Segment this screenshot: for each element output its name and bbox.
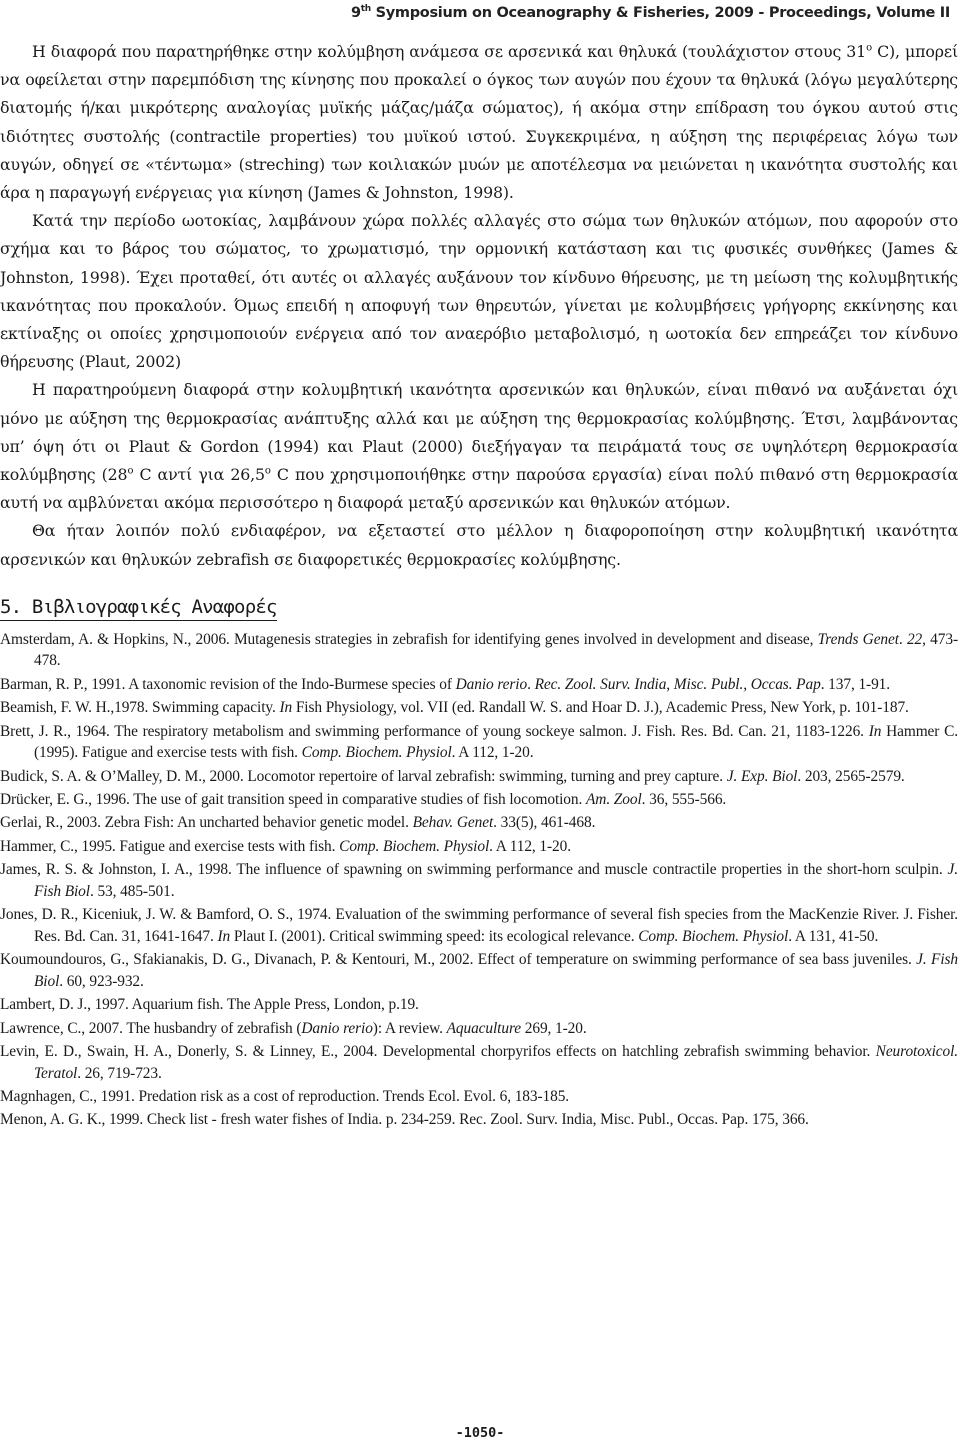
reference-list <box>0 629 958 1131</box>
reference-item <box>0 949 958 992</box>
paragraph-3-part-c: C που χρησιμοποιήθηκε στην παρούσα εργασία) είναι πολύ πιθανό στη θερμοκρασία αυτή να αμβλύνεται ακόμα περισσότερο η διαφορά μεταξύ αρσενικών και θηλυκών ατόμων. <box>0 465 958 513</box>
reference-text: Amsterdam, A. & Hopkins, N., 2006. Mutagenesis strategies in zebrafish for identifying genes involved in development and disease, <box>0 630 818 648</box>
reference-item <box>0 1109 958 1131</box>
reference-italic: Aquaculture <box>446 1019 521 1037</box>
reference-italic: In <box>217 927 231 945</box>
paragraph-3-part-a: Η παρατηρούμενη διαφορά στην κολυμβητική ικανότητα αρσενικών και θηλυκών, είναι πιθανό να αυξάνεται όχι μόνο με αύξηση της θερμοκρασίας ανάπτυξης αλλά και με αύξηση της θερμοκρασίας κολύμβησης. Έτσι, λαμβάνοντας υπ’ όψη ότι οι Plaut & Gordon (1994) και Plaut (2000) διεξήγαγαν τα πειράματά τους σε υψηλότερη θερμοκρασία κολύμβησης (28 <box>0 380 958 485</box>
reference-text: Plaut I. (2001). Critical swimming speed: its ecological relevance. <box>230 927 639 945</box>
reference-italic: Comp. Biochem. Physiol <box>339 837 490 855</box>
reference-text: Magnhagen, C., 1991. Predation risk as a cost of reproduction. Trends Ecol. Evol. 6, 183-185. <box>0 1087 570 1105</box>
paragraph-3-part-b: C αντί για 26,5 <box>133 465 265 485</box>
reference-italic: Danio rerio <box>455 675 528 693</box>
degree-sup: ο <box>264 465 271 477</box>
reference-text: ): A review. <box>372 1019 447 1037</box>
reference-italic: Behav. Genet <box>412 814 494 832</box>
reference-text: . 137, 1-91. <box>820 675 891 693</box>
reference-text: Lambert, D. J., 1997. Aquarium fish. The Apple Press, London, p.19. <box>0 996 419 1014</box>
reference-item <box>0 674 958 696</box>
reference-text: . 203, 2565-2579. <box>797 767 905 785</box>
reference-text: . A 112, 1-20. <box>451 744 534 762</box>
reference-text: . A 112, 1-20. <box>489 837 571 855</box>
paragraph-2: Κατά την περίοδο ωοτοκίας, λαμβάνουν χώρα πολλές αλλαγές στο σώμα των θηλυκών ατόμων, που αφορούν στο σχήμα και το βάρος του σώματος, το χρωματισμό, την ορμονική κατάσταση και τις φυσικές συνθήκες (James & Johnston, 1998). Έχει προταθεί, ότι αυτές οι αλλαγές αυξάνουν τον κίνδυνο θήρευσης, με τη μείωση της κολυμβητικής ικανότητας που προκαλούν. Όμως επειδή η αποφυγή των θηρευτών, γίνεται με κολυμβήσεις γρήγορης εκκίνησης και εκτίναξης οι οποίες χρησιμοποιούν ενέργεια από τον αναερόβιο μεταβολισμό, η ωοτοκία δεν επηρεάζει τον κίνδυνο θήρευσης (Plaut, 2002) <box>0 211 958 372</box>
reference-italic: J. Fish Biol <box>34 861 958 900</box>
reference-item <box>0 1086 958 1108</box>
reference-italic: Am. Zool <box>586 791 642 808</box>
reference-item <box>0 994 958 1016</box>
reference-text: , 473-478. <box>34 630 958 670</box>
reference-item <box>0 1041 958 1084</box>
reference-text: Menon, A. G. K., 1999. Check list - fresh water fishes of India. p. 234-259. Rec. Zool. Surv. India, Misc. Publ., Occas. Pap. 175, 366. <box>0 1111 809 1129</box>
reference-text: 269, 1-20. <box>521 1019 587 1037</box>
reference-item <box>0 629 958 672</box>
reference-italic: In <box>868 722 882 740</box>
reference-text: . 53, 485-501. <box>89 882 175 900</box>
paragraph-4: Θα ήταν λοιπόν πολύ ενδιαφέρον, να εξεταστεί στο μέλλον η διαφοροποίηση στην κολυμβητική ικανότητα αρσενικών και θηλυκών zebrafish σε διαφορετικές θερμοκρασίες κολύμβησης. <box>0 521 958 569</box>
paragraph-1-part-a: Η διαφορά που παρατηρήθηκε στην κολύμβηση ανάμεσα σε αρσενικά και θηλυκά (τουλάχιστον στους 31 <box>32 42 867 61</box>
reference-item <box>0 812 958 834</box>
running-header <box>351 4 950 21</box>
reference-italic: Neurotoxicol. Teratol <box>34 1042 958 1082</box>
degree-sup: ο <box>866 42 872 54</box>
reference-text: Gerlai, R., 2003. Zebra Fish: An uncharted behavior genetic model. <box>0 814 413 832</box>
reference-italic: Rec. Zool. Surv. India, Misc. Publ., Occas. Pap <box>534 675 821 693</box>
reference-text: Barman, R. P., 1991. A taxonomic revision of the Indo-Burmese species of <box>0 675 456 693</box>
reference-italic: J. Exp. Biol <box>726 767 798 785</box>
reference-text: . 60, 923-932. <box>59 972 144 990</box>
reference-item <box>0 766 958 788</box>
running-header-post: Symposium on Oceanography & Fisheries, 2009 - Proceedings, Volume II <box>370 4 950 21</box>
page-content <box>0 38 958 1133</box>
reference-italic: In <box>279 699 293 717</box>
reference-italic: Comp. Biochem. Physiol <box>301 744 452 762</box>
paragraph-1-part-b: C), μπορεί να οφείλεται στην παρεμπόδιση της κίνησης που προκαλεί ο όγκος των αυγών που έχουν τα θηλυκά (λόγω μεγαλύτερης διατομής ή/και μικρότερης αναλογίας μυϊκής μάζας/μάζα σώματος), ή ακόμα στην επίδραση του όγκου αυτού στις ιδιότητες συστολής (contractile properties) του μυϊκού ιστού. Συγκεκριμένα, η αύξηση της περιφέρειας λόγω των αυγών, οδηγεί σε «τέντωμα» (streching) των κοιλιακών μυών με αποτέλεσμα να μειώνεται η ικανότητα συστολής και άρα η παραγωγή ενέργειας για κίνηση (James & Johnston, 1998). <box>0 42 958 203</box>
page-number: -1050- <box>455 1425 505 1441</box>
running-header-pre: 9 <box>350 4 361 21</box>
running-header-sup: th <box>360 4 371 14</box>
reference-text: Beamish, F. W. H.,1978. Swimming capacity. <box>0 699 280 717</box>
reference-text: Levin, E. D., Swain, H. A., Donerly, S. & Linney, E., 2004. Developmental chorpyrifos effects on hatchling zebrafish swimming behavior. <box>0 1042 876 1060</box>
reference-text: Brett, J. R., 1964. The respiratory metabolism and swimming performance of young sockeye salmon. J. Fish. Res. Bd. Can. 21, 1183-1226. <box>0 722 869 740</box>
reference-item <box>0 697 958 719</box>
reference-text: James, R. S. & Johnston, I. A., 1998. The influence of spawning on swimming performance and muscle contractile properties in the short-horn sculpin. <box>0 861 948 879</box>
paragraph-3 <box>0 376 958 517</box>
reference-item <box>0 789 958 811</box>
reference-text: Hammer, C., 1995. Fatigue and exercise tests with fish. <box>0 837 340 855</box>
reference-item <box>0 904 958 947</box>
reference-text: Koumoundouros, G., Sfakianakis, D. G., Divanach, P. & Kentouri, M., 2002. Effect of temperature on swimming performance of sea bass juveniles. <box>0 951 917 969</box>
reference-text: . <box>898 630 907 648</box>
reference-text: . 26, 719-723. <box>77 1064 162 1082</box>
reference-text: Drücker, E. G., 1996. The use of gait transition speed in comparative studies of fish locomotion. <box>0 791 586 808</box>
section-heading: 5. Βιβλιογραφικές Αναφορές <box>0 596 277 621</box>
reference-text: . <box>527 675 535 693</box>
reference-item <box>0 836 958 858</box>
reference-item <box>0 1018 958 1040</box>
reference-text: Fish Physiology, vol. VII (ed. Randall W. S. and Hoar D. J.), Academic Press, New York, p. 101-187. <box>292 699 909 717</box>
reference-text: . 36, 555-566. <box>641 791 727 808</box>
reference-text: . A 131, 41-50. <box>788 927 879 945</box>
reference-item <box>0 859 958 902</box>
reference-text: Hammer C. (1995). Fatigue and exercise tests with fish. <box>34 722 958 762</box>
reference-text: Budick, S. A. & O’Malley, D. M., 2000. Locomotor repertoire of larval zebrafish: swimming, turning and prey capture. <box>0 767 727 785</box>
reference-text: Jones, D. R., Kiceniuk, J. W. & Bamford, O. S., 1974. Evaluation of the swimming performance of several fish species from the MacKenzie River. J. Fisher. Res. Bd. Can. 31, 1641-1647. <box>0 906 958 945</box>
reference-italic: Trends Genet <box>817 630 899 648</box>
reference-text: Lawrence, C., 2007. The husbandry of zebrafish ( <box>0 1019 302 1037</box>
degree-sup: ο <box>127 465 134 477</box>
paragraph-1 <box>0 38 958 207</box>
reference-italic: Comp. Biochem. Physiol <box>638 927 789 945</box>
reference-italic: Danio rerio <box>301 1019 373 1037</box>
reference-text: . 33(5), 461-468. <box>493 814 596 832</box>
reference-italic: J. Fish Biol <box>34 951 958 990</box>
reference-item <box>0 721 958 764</box>
reference-italic: 22 <box>906 630 923 648</box>
